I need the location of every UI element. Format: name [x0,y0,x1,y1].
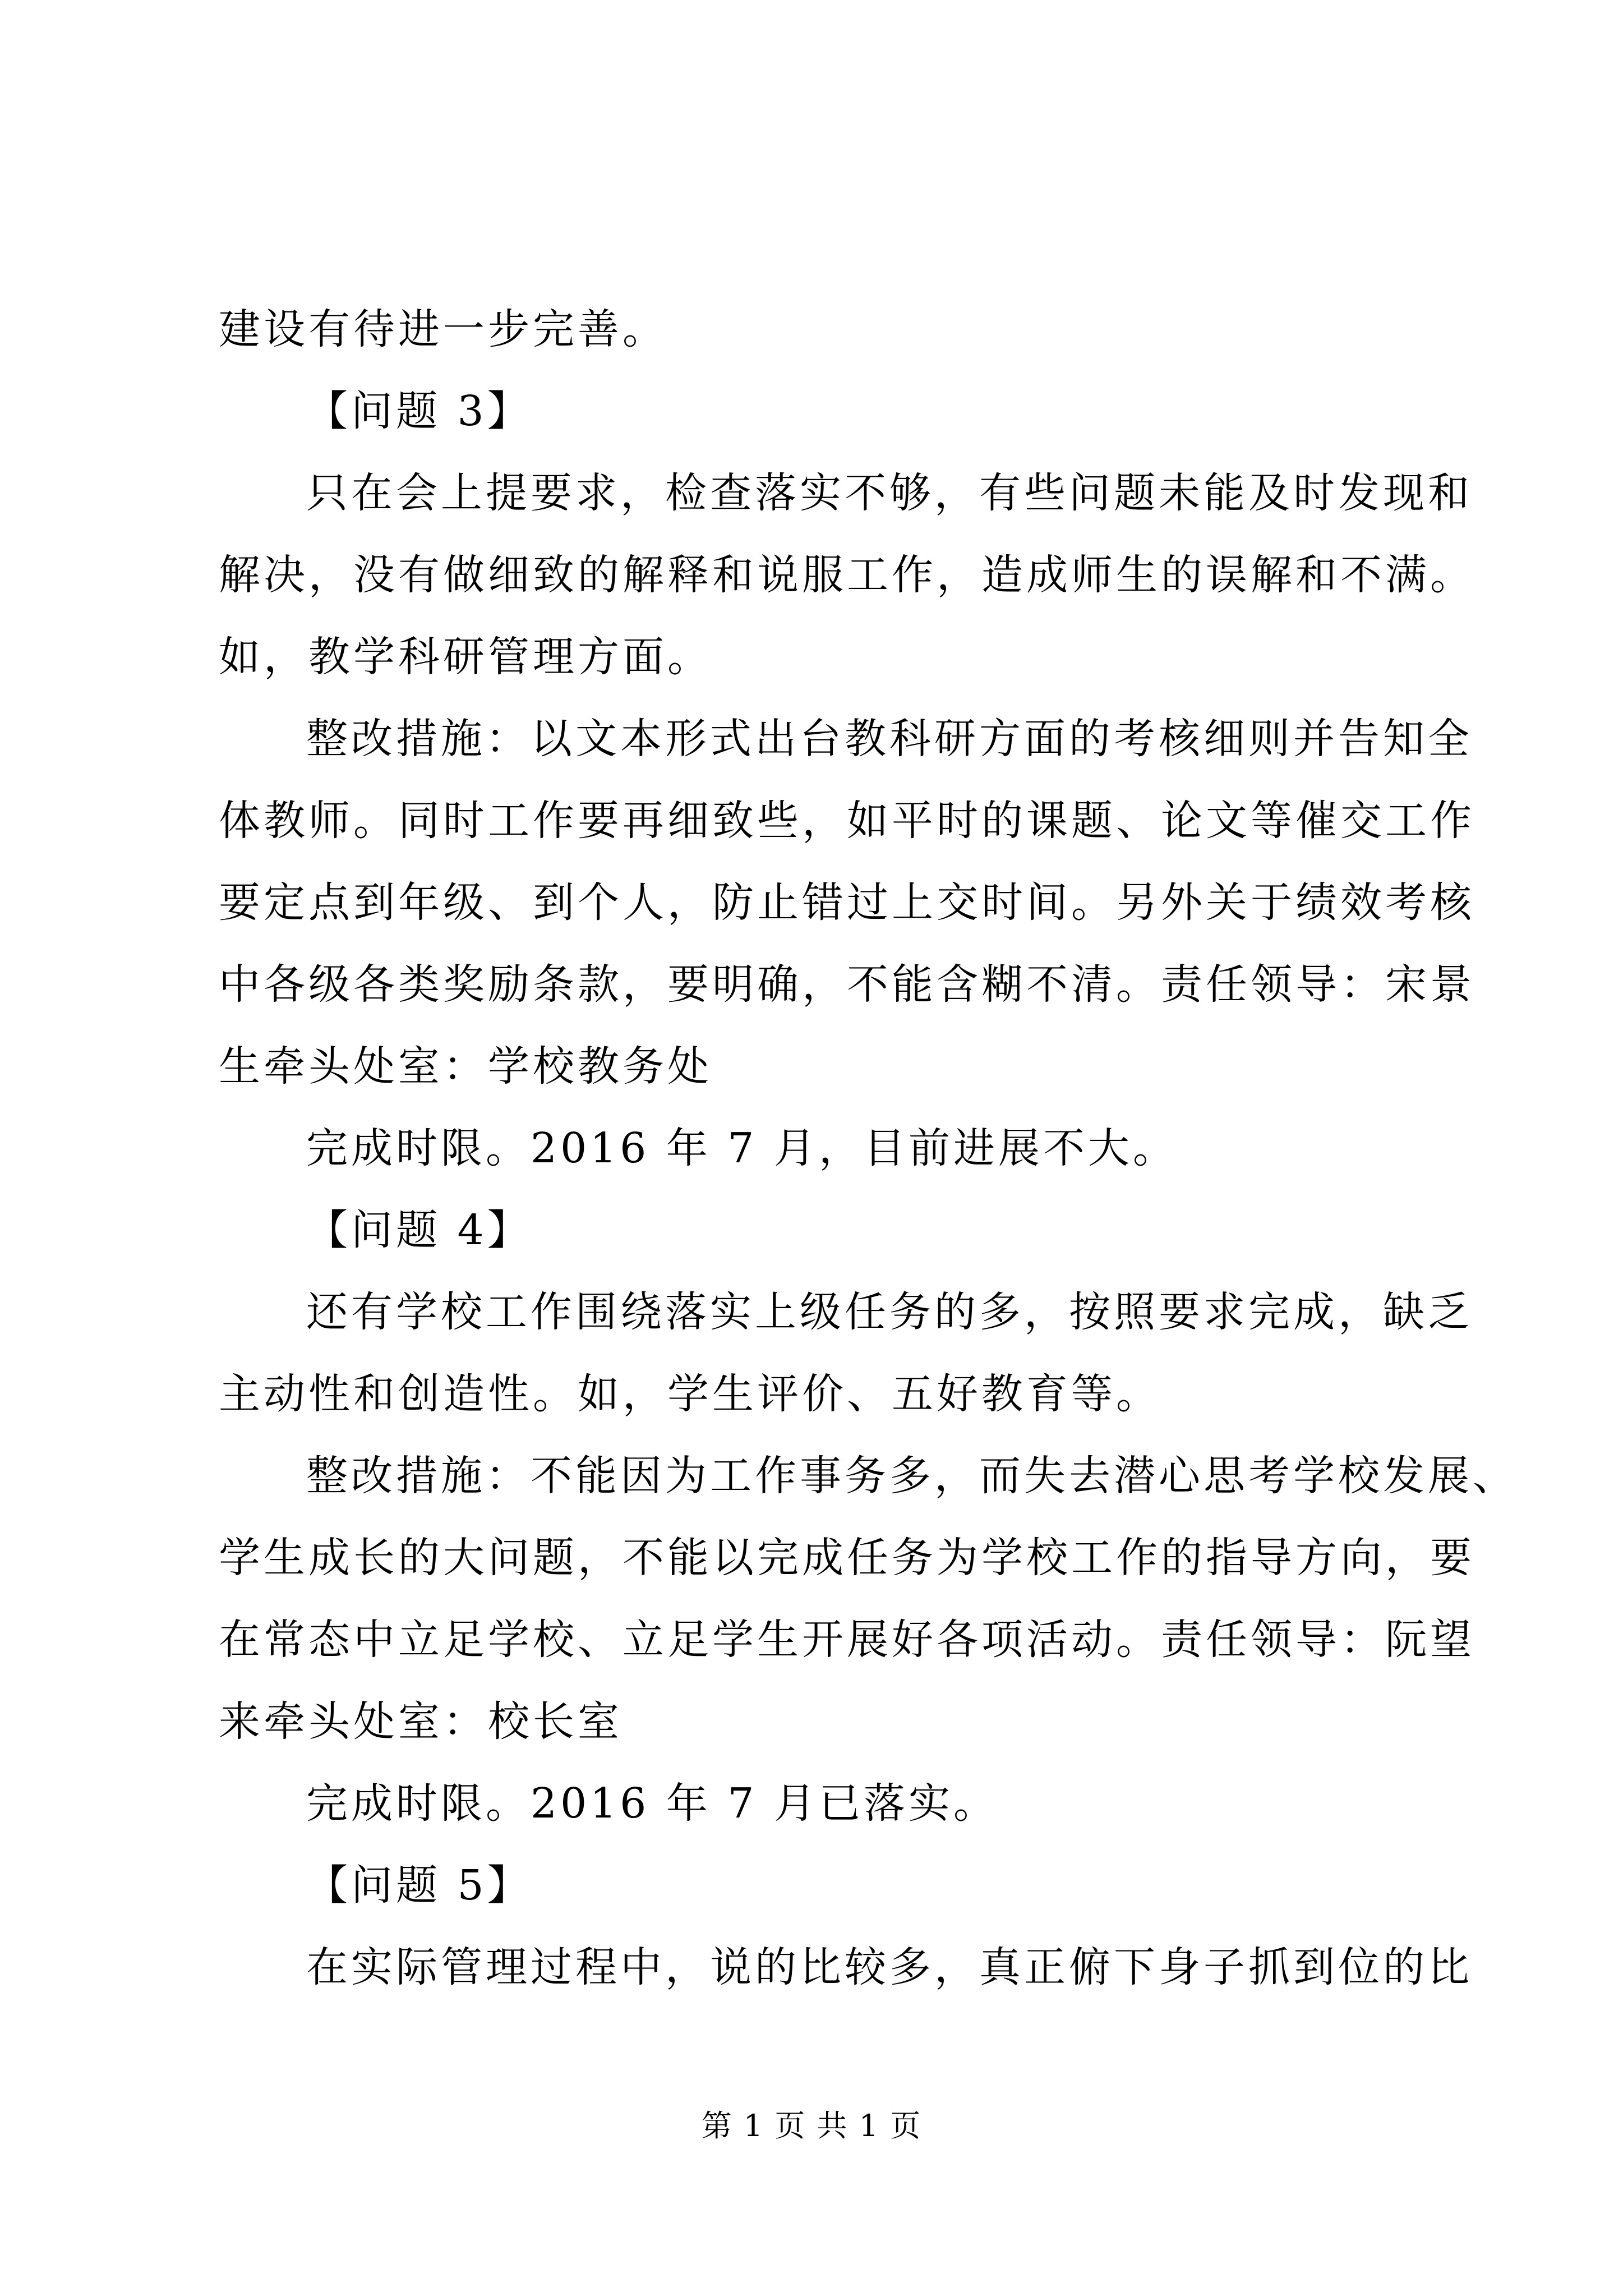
text-line: 【问题 5】 [306,1861,532,1910]
page-footer: 第 1 页 共 1 页 [701,2108,922,2143]
text-line: 【问题 3】 [306,387,532,435]
text-line: 体教师。同时工作要再细致些，如平时的课题、论文等催交工作 [219,797,1475,845]
text-line: 完成时限。2016 年 7 月，目前进展不大。 [306,1124,1178,1172]
text-line: 完成时限。2016 年 7 月已落实。 [306,1779,998,1828]
text-line: 生牵头处室：学校教务处 [219,1042,712,1091]
text-line: 整改措施：以文本形式出台教科研方面的考核细则并告知全 [306,715,1473,763]
document-body [219,288,1518,2008]
text-line: 【问题 4】 [306,1206,532,1254]
text-line: 中各级各类奖励条款，要明确，不能含糊不清。责任领导：宋景 [219,960,1475,1009]
text-line: 建设有待进一步完善。 [219,305,667,353]
text-line: 整改措施：不能因为工作事务多，而失去潜心思考学校发展、 [306,1452,1518,1500]
text-line: 解决，没有做细致的解释和说服工作，造成师生的误解和不满。 [219,551,1475,599]
text-line: 如，教学科研管理方面。 [219,633,712,681]
text-line: 来牵头处室：校长室 [219,1697,623,1746]
text-line: 学生成长的大问题，不能以完成任务为学校工作的指导方向，要 [219,1534,1475,1582]
text-line: 只在会上提要求，检查落实不够，有些问题未能及时发现和 [306,469,1473,517]
text-line: 在常态中立足学校、立足学生开展好各项活动。责任领导：阮望 [219,1616,1475,1664]
text-line: 主动性和创造性。如，学生评价、五好教育等。 [219,1370,1161,1418]
text-line: 在实际管理过程中，说的比较多，真正俯下身子抓到位的比 [306,1943,1473,1991]
text-line: 还有学校工作围绕落实上级任务的多，按照要求完成，缺乏 [306,1288,1473,1336]
text-line: 要定点到年级、到个人，防止错过上交时间。另外关于绩效考核 [219,878,1475,927]
